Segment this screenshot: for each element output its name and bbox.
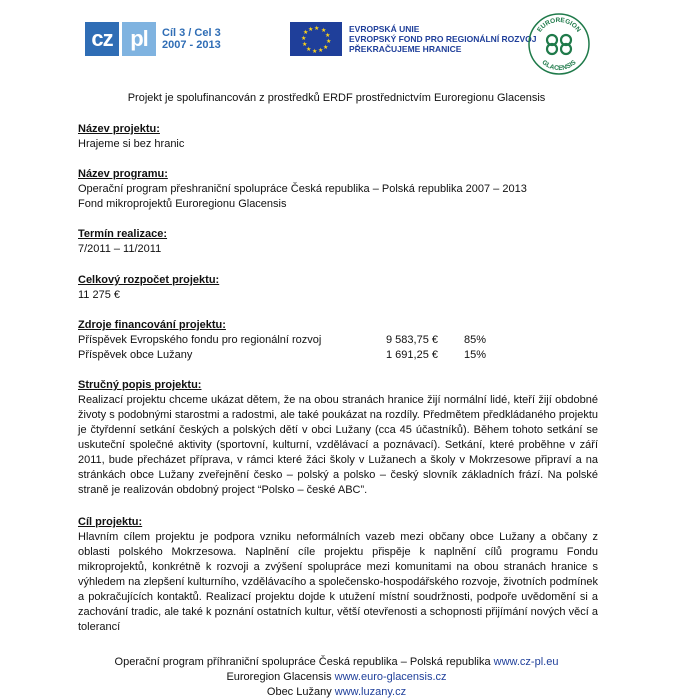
funding-sources-section bbox=[78, 318, 598, 363]
eu-line3: PŘEKRAČUJEME HRANICE bbox=[349, 44, 462, 54]
term-heading: Termín realizace: bbox=[78, 228, 168, 240]
funding-row-label: Příspěvek obce Lužany bbox=[78, 349, 193, 361]
program-name-line2: Fond mikroprojektů Euroregionu Glacensis bbox=[78, 198, 287, 210]
funding-row-amount: 9 583,75 € bbox=[386, 334, 438, 346]
cz-mark: cz bbox=[85, 22, 119, 56]
funding-row bbox=[78, 348, 598, 363]
footer-obec-text: Obec Lužany bbox=[266, 686, 335, 698]
eu-line1: EVROPSKÁ UNIE bbox=[349, 24, 420, 34]
funding-row-percent: 15% bbox=[463, 349, 486, 361]
goal-section bbox=[78, 515, 598, 635]
project-name-heading: Název projektu: bbox=[78, 123, 160, 135]
goal-text: Hlavním cílem projektu je podpora vzniku neformálních vazeb mezi občany obce Lužany a občany z oblasti polského Mokrzesowa. Naplnění cíle projektu přispěje k naplnění cílů programu Fondu mikroprojektů, konkrétně k rozvoji a zvýšení spolupráce mezi komunitami na obou stranách hranice s výhledem na zlepšení kulturního, vzdělávacího a společensko-hospodářského rozvoje, životních podmínek a pokračujících kontaktů. Realizací projektu dojde k utužení místní soudržnosti, podpoře uvědomění si a zachování tradic, ale také k poznání ostatních kultur, větší otevřenosti a schopnosti přijímání nových věcí a tolerancí bbox=[78, 531, 598, 633]
description-section bbox=[78, 378, 598, 498]
goal-heading: Cíl projektu: bbox=[78, 516, 143, 528]
budget-value: 11 275 € bbox=[78, 289, 121, 301]
euroregion-bottom-text: GLACENSIS bbox=[540, 59, 578, 73]
logo-bar bbox=[0, 10, 673, 80]
program-name-line1: Operační program přeshraniční spolupráce Česká republika – Polská republika 2007 – 2013 bbox=[78, 183, 527, 195]
cil-label bbox=[162, 27, 221, 51]
program-name-section bbox=[78, 167, 598, 212]
euroregion-top-text: EUROREGION bbox=[536, 16, 582, 34]
funding-statement: Projekt je spolufinancován z prostředků ERDF prostřednictvím Euroregionu Glacensis bbox=[127, 92, 546, 104]
footer-luzany-link[interactable]: www.luzany.cz bbox=[334, 686, 407, 698]
eu-logo bbox=[290, 22, 537, 56]
footer-czpl-link[interactable]: www.cz-pl.eu bbox=[493, 656, 559, 668]
funding-row-percent: 85% bbox=[463, 334, 486, 346]
funding-row-label: Příspěvek Evropského fondu pro regionální rozvoj bbox=[78, 334, 322, 346]
term-section bbox=[78, 227, 598, 257]
description-heading: Stručný popis projektu: bbox=[78, 379, 202, 391]
description-text: Realizací projektu chceme ukázat dětem, že na obou stranách hranice žijí normální lidé, kteří žijí obdobné životy s podobnými starostmi a radostmi, ale také poukázat na rozdíly. Předmětem předkládaného projektu je čtyřdenní setkání českých a polských dětí v obci Lužany (cca 45 účastníků). Během tohoto setkání se uskuteční společné aktivity (sportovní, kulturní, vzdělávací a poznávací). Setkání, které proběhne v září 2011, bude přecházet příprava, v rámci které žáci školy v Lužanech a školy v Mokrzesowe připraví a na stránkách obce Lužany zveřejnění česko – polský a polsko – český slovník základních frází. Na polské straně je realizován obdobný project “Polsko – české ABC”. bbox=[78, 394, 598, 496]
footer bbox=[0, 655, 673, 700]
euroregion-logo-icon bbox=[527, 12, 591, 76]
footer-euroregion-link[interactable]: www.euro-glacensis.cz bbox=[334, 671, 447, 683]
footer-line3 bbox=[0, 685, 673, 700]
project-name-value: Hrajeme si bez hranic bbox=[78, 138, 185, 150]
footer-line2 bbox=[0, 670, 673, 685]
funding-row bbox=[78, 333, 598, 348]
budget-heading: Celkový rozpočet projektu: bbox=[78, 274, 220, 286]
program-name-heading: Název programu: bbox=[78, 168, 168, 180]
czpl-logo bbox=[85, 22, 221, 56]
eu-text bbox=[349, 24, 537, 54]
cil-line1: Cíl 3 / Cel 3 bbox=[162, 27, 221, 39]
funding-row-amount: 1 691,25 € bbox=[386, 349, 438, 361]
cil-line2: 2007 - 2013 bbox=[162, 39, 221, 51]
project-name-section bbox=[78, 122, 598, 152]
pl-mark: pl bbox=[122, 22, 156, 56]
eu-flag-icon: ★ ★ ★ ★ ★ ★ ★ ★ ★ ★ ★ ★ bbox=[290, 22, 342, 56]
footer-euroregion-text: Euroregion Glacensis bbox=[226, 671, 335, 683]
term-value: 7/2011 – 11/2011 bbox=[78, 243, 162, 255]
footer-line1 bbox=[0, 655, 673, 670]
footer-program-text: Operační program příhraniční spolupráce Česká republika – Polská republika bbox=[114, 656, 494, 668]
eu-line2: EVROPSKÝ FOND PRO REGIONÁLNÍ ROZVOJ bbox=[349, 34, 537, 44]
budget-section bbox=[78, 273, 598, 303]
funding-sources-heading: Zdroje financování projektu: bbox=[78, 319, 226, 331]
